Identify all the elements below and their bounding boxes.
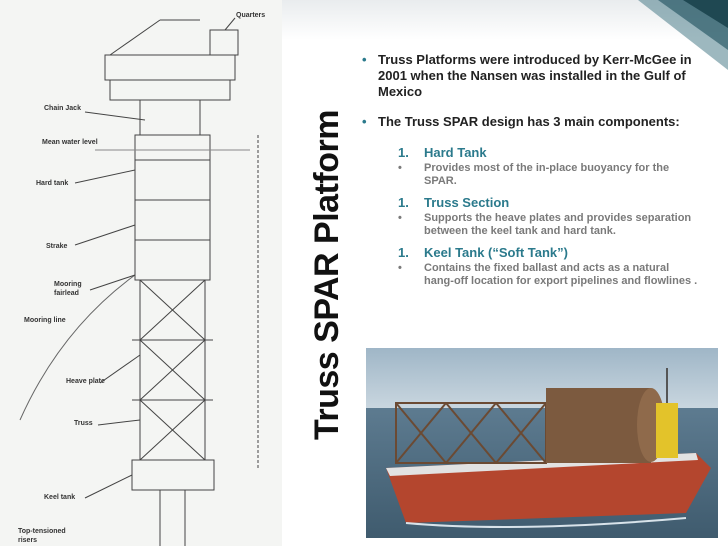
label-heave-plate: Heave plate [66, 378, 105, 385]
component-hard-tank [362, 144, 702, 162]
label-quarters: Quarters [236, 12, 266, 19]
component-truss-section [362, 194, 702, 212]
component-name: Truss Section [424, 195, 510, 210]
label-chain-jack: Chain Jack [44, 105, 81, 112]
sub-bullet-dot: • [398, 162, 402, 174]
component-name: Hard Tank [424, 145, 487, 160]
label-truss: Truss [74, 420, 93, 427]
component-detail [362, 262, 702, 288]
component-name: Keel Tank (“Soft Tank”) [424, 245, 568, 260]
bullet-item [362, 52, 702, 100]
component-number: 1. [398, 195, 409, 210]
label-mooring-fairlead: Mooring fairlead [54, 281, 82, 297]
label-hard-tank: Hard tank [36, 180, 69, 187]
component-detail [362, 212, 702, 238]
slide-title: Truss SPAR Platform [308, 110, 346, 440]
component-detail [362, 162, 702, 188]
component-detail-text: Supports the heave plates and provides separation between the keel tank and hard tank. [424, 212, 692, 237]
spar-transport-photo [366, 348, 718, 538]
spar-diagram [0, 0, 282, 546]
component-detail-text: Contains the fixed ballast and acts as a natural hang-off location for export pipelines and flowlines . [424, 262, 698, 287]
label-mean-water-level: Mean water level [42, 139, 98, 146]
bullet-dot: • [362, 114, 367, 129]
component-detail-text: Provides most of the in-place buoyancy for the SPAR. [424, 162, 670, 187]
bullet-text: Truss Platforms were introduced by Kerr-McGee in 2001 when the Nansen was installed in the Gulf of Mexico [378, 52, 692, 99]
slide-content [362, 52, 702, 294]
label-strake: Strake [46, 243, 68, 250]
component-number: 1. [398, 145, 409, 160]
label-keel-tank: Keel tank [44, 494, 76, 501]
label-top-tensioned-risers: Top-tensioned risers [18, 528, 66, 544]
component-keel-tank [362, 244, 702, 262]
bullet-item [362, 114, 702, 130]
sub-bullet-dot: • [398, 212, 402, 224]
label-mooring-line: Mooring line [24, 317, 66, 324]
bullet-text: The Truss SPAR design has 3 main components: [378, 114, 680, 129]
component-number: 1. [398, 245, 409, 260]
sub-bullet-dot: • [398, 262, 402, 274]
bullet-dot: • [362, 52, 367, 67]
